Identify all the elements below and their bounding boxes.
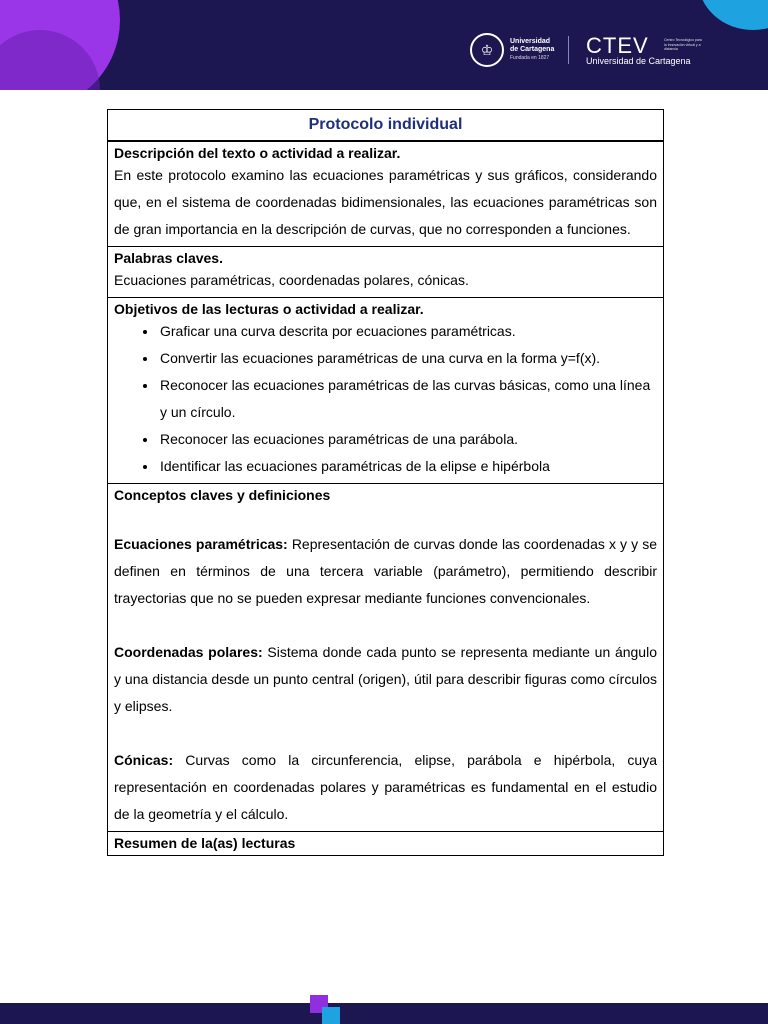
- protocol-table: [107, 109, 664, 856]
- objective-item: • Convertir las ecuaciones paramétricas de una curva en la forma y=f(x).: [158, 345, 657, 372]
- ctev-logo: [586, 33, 702, 66]
- description-text: En este protocolo examino las ecuaciones paramétricas y sus gráficos, considerando que, en el sistema de coordenadas bidimensionales, las ecuaciones paramétricas son de gran importancia en la descripción de curvas, que no corresponden a funciones.: [114, 167, 657, 237]
- page-header: [0, 0, 768, 90]
- university-seal-icon: ♔: [470, 33, 504, 67]
- objectives-list: [114, 318, 657, 480]
- ctev-tagline: Centro Tecnológico para la Innovación virtual y a distancia: [664, 38, 702, 51]
- objective-item: • Reconocer las ecuaciones paramétricas de las curvas básicas, como una línea y un círculo.: [158, 372, 657, 426]
- concept-definition: [114, 747, 657, 828]
- concept-text: Representación de curvas donde las coordenadas x y y se definen en términos de una tercera variable (parámetro), permitiendo describir trayectorias que no se pueden expresar mediante funciones convencionales.: [114, 536, 657, 606]
- keywords-heading: Palabras claves.: [114, 250, 223, 266]
- description-heading: Descripción del texto o actividad a realizar.: [114, 145, 401, 161]
- concepts-section: [108, 484, 664, 832]
- udc-founded: Fundada en 1827: [510, 55, 550, 61]
- keywords-text: Ecuaciones paramétricas, coordenadas polares, cónicas.: [114, 272, 469, 288]
- objective-item: • Identificar las ecuaciones paramétricas de la elipse e hipérbola: [158, 453, 657, 480]
- protocol-title: Protocolo individual: [108, 110, 664, 142]
- decorative-blue-shape: [698, 0, 768, 30]
- description-section: [108, 141, 664, 247]
- universidad-de-cartagena-logo: [470, 30, 554, 70]
- spacer: [114, 504, 657, 531]
- ctev-subtitle: Universidad de Cartagena: [586, 56, 691, 66]
- concept-definition: [114, 639, 657, 720]
- spacer: [114, 612, 657, 639]
- concept-text: Curvas como la circunferencia, elipse, parábola e hipérbola, cuya representación en coordenadas polares y paramétricas es fundamental en el estudio de la geometría y el cálculo.: [114, 752, 657, 822]
- udc-name-line1: Universidad: [510, 38, 551, 45]
- spacer: [114, 720, 657, 747]
- keywords-section: [108, 247, 664, 298]
- summary-section: [108, 832, 664, 856]
- concept-term: Coordenadas polares:: [114, 644, 263, 660]
- decorative-blue-square: [322, 1007, 340, 1024]
- concept-definition: [114, 531, 657, 612]
- logo-divider: [568, 36, 569, 64]
- objective-item: • Graficar una curva descrita por ecuaciones paramétricas.: [158, 318, 657, 345]
- ctev-acronym: CTEV: [586, 33, 649, 58]
- concept-term: Cónicas:: [114, 752, 174, 768]
- udc-wordmark: [510, 38, 554, 62]
- summary-heading: Resumen de la(as) lecturas: [114, 835, 296, 851]
- concept-term: Ecuaciones paramétricas:: [114, 536, 288, 552]
- objectives-section: [108, 298, 664, 484]
- objectives-heading: Objetivos de las lecturas o actividad a realizar.: [114, 301, 424, 317]
- page-footer: [0, 1003, 768, 1024]
- concept-text: Sistema donde cada punto se representa mediante un ángulo y una distancia desde un punto central (origen), útil para describir figuras como círculos y elipses.: [114, 644, 657, 714]
- objective-item: • Reconocer las ecuaciones paramétricas de una parábola.: [158, 426, 657, 453]
- concepts-heading: Conceptos claves y definiciones: [114, 487, 331, 503]
- udc-name-line2: de Cartagena: [510, 46, 555, 53]
